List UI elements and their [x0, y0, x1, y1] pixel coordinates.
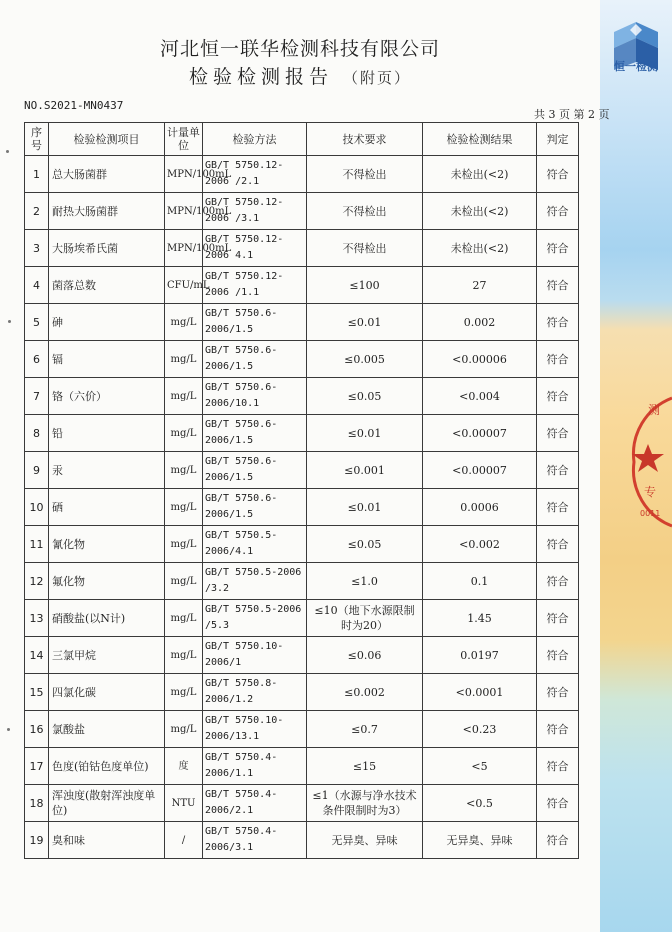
scan-mark	[6, 150, 9, 153]
row-unit: mg/L	[165, 378, 203, 415]
row-unit: CFU/mL	[165, 267, 203, 304]
org-name: 河北恒一联华检测科技有限公司	[159, 38, 440, 60]
svg-text:0011: 0011	[640, 509, 661, 518]
row-unit: mg/L	[165, 600, 203, 637]
row-item: 铬（六价）	[49, 378, 165, 415]
table-row	[25, 563, 579, 600]
row-method: GB/T 5750.5-2006/4.1	[203, 526, 307, 563]
row-item: 铅	[49, 415, 165, 452]
row-index: 7	[25, 378, 49, 415]
row-index: 9	[25, 452, 49, 489]
row-index: 10	[25, 489, 49, 526]
row-index: 1	[25, 156, 49, 193]
row-item: 氯酸盐	[49, 711, 165, 748]
row-requirement: ≤0.06	[307, 637, 423, 674]
table-row	[25, 637, 579, 674]
row-item: 四氯化碳	[49, 674, 165, 711]
col-header-item: 检验检测项目	[49, 123, 165, 156]
row-result: <5	[423, 748, 537, 785]
row-item: 氰化物	[49, 526, 165, 563]
svg-text:测: 测	[648, 403, 661, 417]
row-requirement: ≤10（地下水源限制时为20）	[307, 600, 423, 637]
row-requirement: ≤1（水源与净水技术条件限制时为3）	[307, 785, 423, 822]
row-judgement: 符合	[537, 674, 579, 711]
row-unit: mg/L	[165, 674, 203, 711]
row-unit: mg/L	[165, 526, 203, 563]
report-title-subtitle: （附页）	[343, 69, 412, 87]
row-requirement: ≤1.0	[307, 563, 423, 600]
row-result: <0.23	[423, 711, 537, 748]
row-judgement: 符合	[537, 822, 579, 859]
row-item: 氟化物	[49, 563, 165, 600]
row-unit: /	[165, 822, 203, 859]
col-header-unit: 计量单位	[165, 123, 203, 156]
row-result: 0.002	[423, 304, 537, 341]
row-result: 0.0006	[423, 489, 537, 526]
row-judgement: 符合	[537, 785, 579, 822]
row-judgement: 符合	[537, 637, 579, 674]
row-judgement: 符合	[537, 193, 579, 230]
row-judgement: 符合	[537, 563, 579, 600]
row-judgement: 符合	[537, 341, 579, 378]
row-unit: mg/L	[165, 563, 203, 600]
row-method: GB/T 5750.12-2006 /3.1	[203, 193, 307, 230]
row-method: GB/T 5750.4-2006/3.1	[203, 822, 307, 859]
row-requirement: ≤15	[307, 748, 423, 785]
row-item: 浑浊度(散射浑浊度单位)	[49, 785, 165, 822]
svg-text:专: 专	[644, 485, 657, 499]
report-title	[0, 62, 600, 89]
row-item: 色度(铂钴色度单位)	[49, 748, 165, 785]
results-table	[24, 122, 579, 859]
table-row	[25, 822, 579, 859]
row-requirement: ≤0.002	[307, 674, 423, 711]
row-unit: mg/L	[165, 415, 203, 452]
row-judgement: 符合	[537, 156, 579, 193]
row-unit: MPN/100mL	[165, 156, 203, 193]
col-header-judgement: 判定	[537, 123, 579, 156]
row-item: 菌落总数	[49, 267, 165, 304]
row-unit: mg/L	[165, 341, 203, 378]
table-row	[25, 711, 579, 748]
table-row	[25, 489, 579, 526]
row-result: 1.45	[423, 600, 537, 637]
table-row	[25, 600, 579, 637]
row-index: 15	[25, 674, 49, 711]
row-index: 17	[25, 748, 49, 785]
table-row	[25, 378, 579, 415]
row-requirement: ≤0.05	[307, 378, 423, 415]
report-number: NO.S2021-MN0437	[24, 99, 124, 112]
row-index: 11	[25, 526, 49, 563]
row-requirement: 无异臭、异味	[307, 822, 423, 859]
row-judgement: 符合	[537, 526, 579, 563]
col-header-requirement: 技术要求	[307, 123, 423, 156]
row-method: GB/T 5750.10-2006/13.1	[203, 711, 307, 748]
row-judgement: 符合	[537, 489, 579, 526]
table-row	[25, 748, 579, 785]
row-result: <0.0001	[423, 674, 537, 711]
row-judgement: 符合	[537, 267, 579, 304]
row-requirement: 不得检出	[307, 230, 423, 267]
scan-mark	[8, 320, 11, 323]
row-requirement: 不得检出	[307, 193, 423, 230]
row-method: GB/T 5750.12-2006 /1.1	[203, 267, 307, 304]
row-requirement: ≤0.7	[307, 711, 423, 748]
row-judgement: 符合	[537, 452, 579, 489]
row-unit: mg/L	[165, 452, 203, 489]
row-method: GB/T 5750.5-2006 /5.3	[203, 600, 307, 637]
row-method: GB/T 5750.6-2006/1.5	[203, 304, 307, 341]
scan-mark	[7, 728, 10, 731]
row-unit: mg/L	[165, 637, 203, 674]
row-index: 6	[25, 341, 49, 378]
table-row	[25, 156, 579, 193]
row-unit: mg/L	[165, 711, 203, 748]
page-info: 共 3 页 第 2 页	[534, 108, 610, 121]
table-row	[25, 193, 579, 230]
row-result: 27	[423, 267, 537, 304]
row-item: 大肠埃希氏菌	[49, 230, 165, 267]
row-index: 18	[25, 785, 49, 822]
row-judgement: 符合	[537, 378, 579, 415]
row-judgement: 符合	[537, 748, 579, 785]
row-result: <0.002	[423, 526, 537, 563]
table-row	[25, 452, 579, 489]
row-unit: NTU	[165, 785, 203, 822]
row-unit: mg/L	[165, 304, 203, 341]
row-result: <0.00007	[423, 415, 537, 452]
row-requirement: ≤0.05	[307, 526, 423, 563]
row-method: GB/T 5750.6-2006/10.1	[203, 378, 307, 415]
row-method: GB/T 5750.10-2006/1	[203, 637, 307, 674]
table-row	[25, 785, 579, 822]
row-unit: MPN/100mL	[165, 230, 203, 267]
row-result: 未检出(<2)	[423, 156, 537, 193]
row-index: 19	[25, 822, 49, 859]
table-row	[25, 526, 579, 563]
row-requirement: ≤0.01	[307, 415, 423, 452]
row-result: <0.5	[423, 785, 537, 822]
row-index: 5	[25, 304, 49, 341]
table-row	[25, 674, 579, 711]
row-unit: 度	[165, 748, 203, 785]
table-row	[25, 267, 579, 304]
row-result: 未检出(<2)	[423, 230, 537, 267]
row-index: 8	[25, 415, 49, 452]
row-item: 硒	[49, 489, 165, 526]
table-header-row	[25, 123, 579, 156]
row-requirement: ≤0.01	[307, 304, 423, 341]
row-index: 13	[25, 600, 49, 637]
row-method: GB/T 5750.6-2006/1.5	[203, 452, 307, 489]
row-judgement: 符合	[537, 711, 579, 748]
row-result: <0.004	[423, 378, 537, 415]
col-header-index: 序号	[25, 123, 49, 156]
seal-stamp-icon	[624, 392, 672, 532]
row-index: 3	[25, 230, 49, 267]
row-method: GB/T 5750.5-2006 /3.2	[203, 563, 307, 600]
row-item: 总大肠菌群	[49, 156, 165, 193]
row-method: GB/T 5750.4-2006/2.1	[203, 785, 307, 822]
table-row	[25, 341, 579, 378]
row-result: <0.00006	[423, 341, 537, 378]
row-judgement: 符合	[537, 304, 579, 341]
row-index: 4	[25, 267, 49, 304]
row-method: GB/T 5750.12-2006 /2.1	[203, 156, 307, 193]
row-index: 12	[25, 563, 49, 600]
row-requirement: 不得检出	[307, 156, 423, 193]
row-method: GB/T 5750.6-2006/1.5	[203, 489, 307, 526]
row-method: GB/T 5750.6-2006/1.5	[203, 341, 307, 378]
row-method: GB/T 5750.4-2006/1.1	[203, 748, 307, 785]
row-judgement: 符合	[537, 415, 579, 452]
row-index: 16	[25, 711, 49, 748]
row-requirement: ≤0.005	[307, 341, 423, 378]
col-header-result: 检验检测结果	[423, 123, 537, 156]
row-index: 14	[25, 637, 49, 674]
table-row	[25, 230, 579, 267]
logo-text: 恒一检测	[614, 60, 658, 73]
row-requirement: ≤0.01	[307, 489, 423, 526]
row-result: <0.00007	[423, 452, 537, 489]
row-result: 0.0197	[423, 637, 537, 674]
row-method: GB/T 5750.12-2006 4.1	[203, 230, 307, 267]
row-judgement: 符合	[537, 600, 579, 637]
row-item: 汞	[49, 452, 165, 489]
row-item: 臭和味	[49, 822, 165, 859]
row-method: GB/T 5750.6-2006/1.5	[203, 415, 307, 452]
row-item: 三氯甲烷	[49, 637, 165, 674]
table-row	[25, 304, 579, 341]
row-method: GB/T 5750.8-2006/1.2	[203, 674, 307, 711]
row-result: 未检出(<2)	[423, 193, 537, 230]
col-header-method: 检验方法	[203, 123, 307, 156]
row-requirement: ≤100	[307, 267, 423, 304]
row-item: 硝酸盐(以N计)	[49, 600, 165, 637]
report-title-main: 检验检测报告	[188, 66, 333, 88]
row-unit: MPN/100mL	[165, 193, 203, 230]
row-judgement: 符合	[537, 230, 579, 267]
row-unit: mg/L	[165, 489, 203, 526]
row-item: 砷	[49, 304, 165, 341]
row-item: 耐热大肠菌群	[49, 193, 165, 230]
row-index: 2	[25, 193, 49, 230]
table-row	[25, 415, 579, 452]
row-item: 镉	[49, 341, 165, 378]
row-result: 无异臭、异味	[423, 822, 537, 859]
row-requirement: ≤0.001	[307, 452, 423, 489]
row-result: 0.1	[423, 563, 537, 600]
